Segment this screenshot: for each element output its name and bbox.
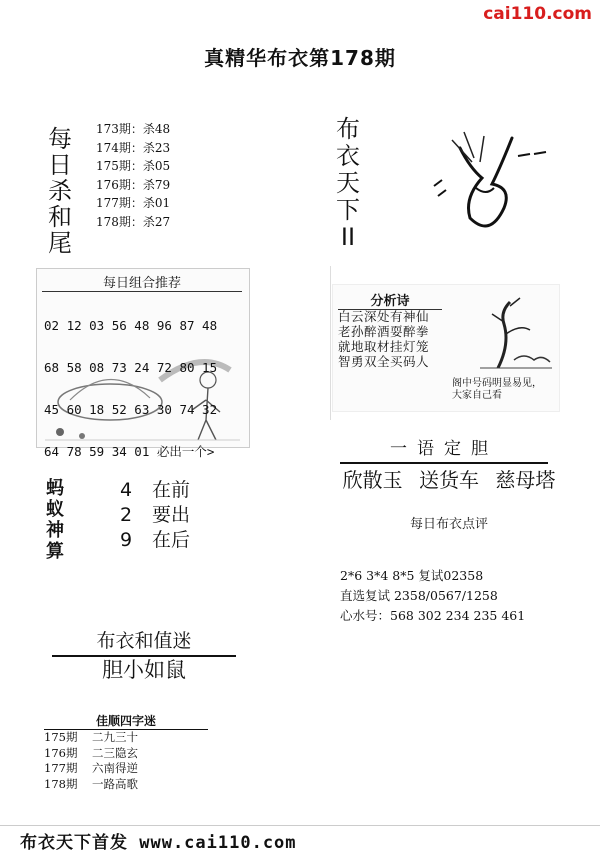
yiyu-title: 一语定胆 xyxy=(340,434,548,464)
riddle-answer: 胆小如鼠 xyxy=(102,658,186,682)
tree-sketch-icon xyxy=(470,294,556,374)
list-item: 173期：杀48 xyxy=(96,122,171,136)
list-item: 2 要出 xyxy=(120,504,191,526)
list-item: 176期 二三隐玄 xyxy=(44,745,138,760)
dianping-lines xyxy=(340,566,525,626)
poem-title: 分析诗 xyxy=(338,290,442,310)
buyi-label xyxy=(334,116,362,251)
label-char: 和 xyxy=(48,203,72,231)
label-char: 算 xyxy=(46,541,64,562)
ant-label xyxy=(46,478,70,562)
note-line: 大家自己看 xyxy=(452,390,502,401)
label-char: 日 xyxy=(48,151,72,179)
combo-row: 02 12 03 56 48 96 87 48 xyxy=(44,318,218,333)
label-char: 每 xyxy=(48,125,72,153)
poem-note xyxy=(452,378,542,402)
combo-numbers xyxy=(44,291,217,473)
label-char: 天 xyxy=(336,169,360,197)
page-title: 真精华布衣第178期 xyxy=(204,46,396,70)
poem-line: 白云深处有神仙 xyxy=(338,309,430,324)
label-char: 蚁 xyxy=(46,499,64,520)
combo-title: 每日组合推荐 xyxy=(42,272,242,292)
list-item: 177期 六南得逆 xyxy=(44,761,138,775)
list-item: 174期：杀23 xyxy=(96,140,171,155)
list-item: 177期：杀01 xyxy=(96,196,171,210)
poem-line: 智勇双全买码人 xyxy=(338,354,430,369)
note-line: 阁中号码明显易见， xyxy=(452,378,542,389)
poem-line: 就地取材挂灯笼 xyxy=(338,339,430,354)
footer-text: 布衣天下首发 www.cai110.com xyxy=(20,833,297,853)
daily-tail-list xyxy=(96,120,170,231)
divider xyxy=(330,266,331,420)
label-char: 蚂 xyxy=(46,478,64,499)
daily-tail-label xyxy=(46,126,74,256)
list-item: 175期 二九三十 xyxy=(44,730,138,744)
dianping-line: 直选复试 2358/0567/1258 xyxy=(340,588,498,603)
four-char-list xyxy=(44,730,138,792)
dianping-line: 心水号：568 302 234 235 461 xyxy=(340,608,526,623)
four-char-title: 佳顺四字迷 xyxy=(44,712,208,730)
list-item: 178期 一路高歌 xyxy=(44,776,138,791)
divider xyxy=(0,825,600,826)
label-char: II xyxy=(340,223,356,251)
riddle-title: 布衣和值迷 xyxy=(52,626,236,657)
label-char: 衣 xyxy=(336,142,360,170)
list-item: 176期：杀79 xyxy=(96,177,171,192)
label-char: 下 xyxy=(336,196,360,224)
poem-line: 老孙醉酒耍醉拳 xyxy=(338,324,430,339)
ant-lines xyxy=(120,478,190,553)
combo-row: 68 58 08 73 24 72 80 15 xyxy=(44,360,218,375)
poem-lines xyxy=(338,309,429,369)
combo-row: 45 60 18 52 63 30 74 32 xyxy=(44,402,218,417)
site-logo[interactable]: cai110.com xyxy=(483,4,592,24)
label-char: 神 xyxy=(46,520,64,541)
list-item: 178期：杀27 xyxy=(96,214,171,229)
dianping-line: 2*6 3*4 8*5 复试02358 xyxy=(340,568,484,583)
list-item: 175期：杀05 xyxy=(96,159,171,173)
dianping-title: 每日布衣点评 xyxy=(409,517,488,532)
list-item: 9 在后 xyxy=(120,529,191,551)
yiyu-answer: 欣散玉 送货车 慈母塔 xyxy=(342,468,556,492)
label-char: 尾 xyxy=(48,229,72,257)
label-char: 杀 xyxy=(48,177,72,205)
list-item: 4 在前 xyxy=(120,479,191,501)
label-char: 布 xyxy=(336,115,360,143)
ink-bird-drawing-icon xyxy=(400,118,570,258)
combo-row: 64 78 59 34 01 必出一个> xyxy=(44,444,215,459)
